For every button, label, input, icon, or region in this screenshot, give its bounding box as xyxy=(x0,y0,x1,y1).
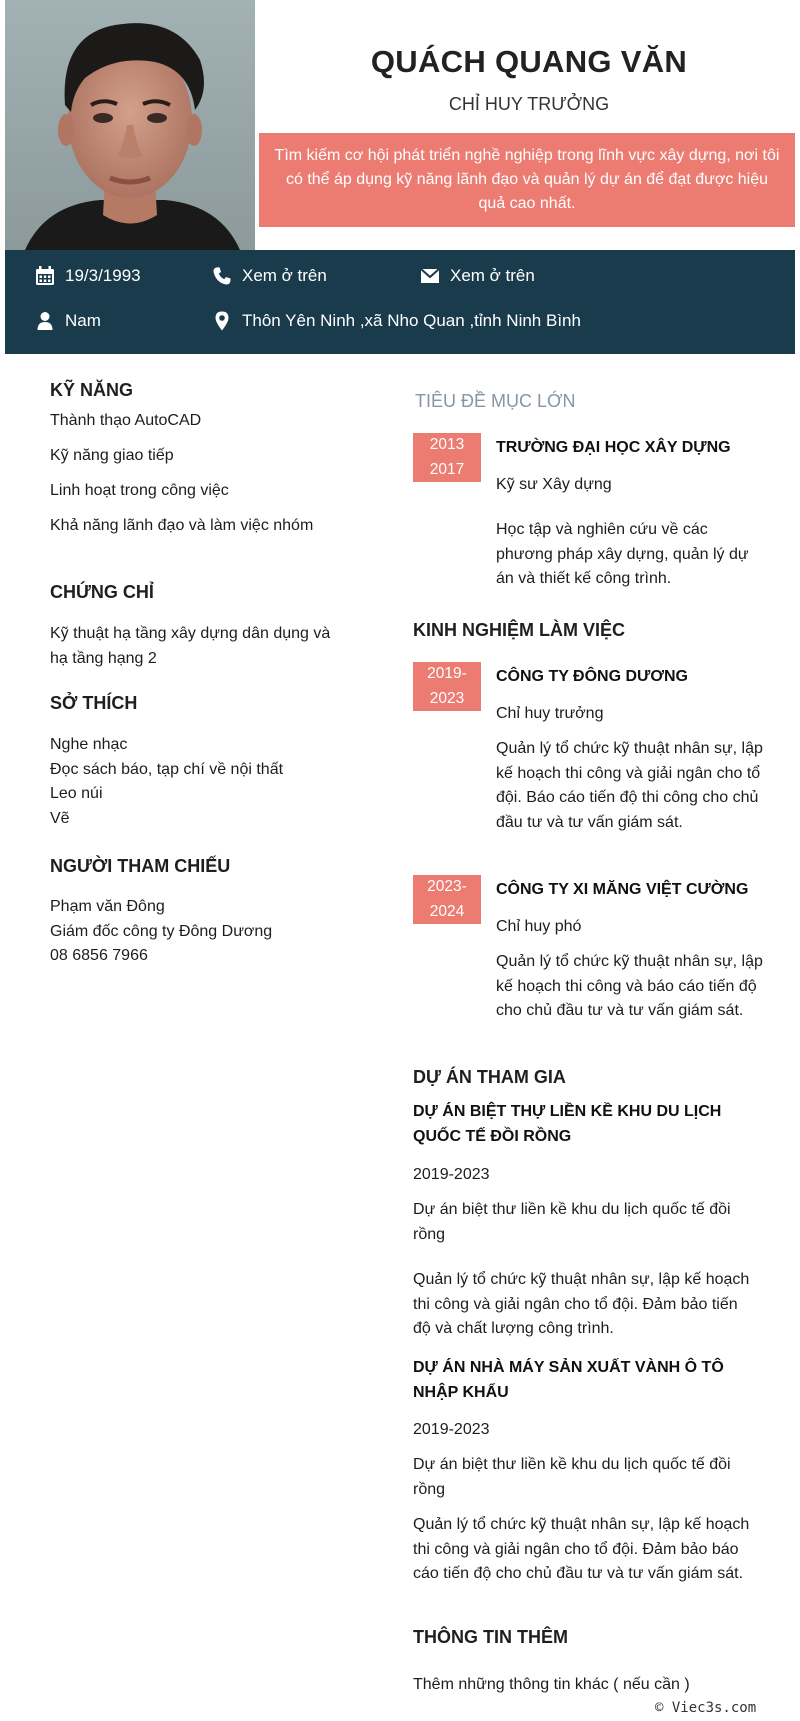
job-end: 2023 xyxy=(429,689,465,707)
skill-item: Thành thạo AutoCAD xyxy=(50,412,202,429)
birthday-value: 19/3/1993 xyxy=(65,266,141,285)
certificate-item: Kỹ thuật hạ tầng xây dựng dân dụng và hạ tầng hạng 2 xyxy=(50,625,331,667)
skill-item: Khả năng lãnh đạo và làm việc nhóm xyxy=(50,517,314,534)
job-company: CÔNG TY XI MĂNG VIỆT CƯỜNG xyxy=(496,881,749,898)
candidate-name: QUÁCH QUANG VĂN xyxy=(370,44,688,79)
person-icon xyxy=(35,311,55,331)
job-start: 2023- xyxy=(427,878,467,895)
reference-phone: 08 6856 7966 xyxy=(50,947,148,964)
education-school: TRƯỜNG ĐẠI HỌC XÂY DỰNG xyxy=(496,439,731,456)
experience-heading: KINH NGHIỆM LÀM VIỆC xyxy=(413,620,626,640)
project-period: 2019-2023 xyxy=(413,1421,490,1438)
skills-heading: KỸ NĂNG xyxy=(50,380,134,400)
hobbies-heading: SỞ THÍCH xyxy=(50,693,138,713)
job-company: CÔNG TY ĐÔNG DƯƠNG xyxy=(496,668,688,685)
job-description: Quản lý tổ chức kỹ thuật nhân sự, lập kế hoạch thi công và giải ngân cho tổ đội. Báo cáo tiến độ thi công cho chủ đầu tư và tư vấn giám sát. xyxy=(496,740,763,831)
project-summary: Dự án biệt thư liền kề khu du lịch quốc tế đồi rồng xyxy=(413,1456,731,1498)
additional-heading: THÔNG TIN THÊM xyxy=(413,1627,568,1647)
profile-photo xyxy=(5,0,255,250)
project-name: DỰ ÁN NHÀ MÁY SẢN XUẤT VÀNH Ô TÔ NHẬP KHẨU xyxy=(413,1359,724,1401)
project-description: Quản lý tổ chức kỹ thuật nhân sự, lập kế hoạch thi công và giải ngân cho tổ đội. Đảm bảo tiến độ và chất lượng công trình. xyxy=(413,1271,750,1337)
watermark: © Viec3s.com xyxy=(655,1700,757,1716)
project-description: Quản lý tổ chức kỹ thuật nhân sự, lập kế hoạch thi công và giải ngân cho tổ đội. Đảm bảo báo cáo tiến độ cho chủ đầu tư và tư vấn giám sát. xyxy=(413,1516,750,1582)
projects-heading: DỰ ÁN THAM GIA xyxy=(413,1067,566,1087)
job-date-badge xyxy=(413,875,481,924)
location-pin-icon xyxy=(212,311,232,331)
education-degree: Kỹ sư Xây dựng xyxy=(496,476,612,493)
skill-item: Kỹ năng giao tiếp xyxy=(50,447,174,464)
reference-name: Phạm văn Đông xyxy=(50,898,165,915)
project-summary: Dự án biệt thư liền kề khu du lịch quốc tế đồi rồng xyxy=(413,1201,731,1243)
education-heading: TIÊU ĐỀ MỤC LỚN xyxy=(415,391,576,411)
job-description: Quản lý tổ chức kỹ thuật nhân sự, lập kế hoạch thi công và báo cáo tiến độ cho chủ đầu tư và tư vấn giám sát. xyxy=(496,953,763,1019)
gender-value: Nam xyxy=(65,311,101,330)
job-start: 2019- xyxy=(427,665,467,682)
education-start: 2013 xyxy=(429,436,465,453)
project-period: 2019-2023 xyxy=(413,1166,490,1183)
education-description: Học tập và nghiên cứu về các phương pháp xây dựng, quản lý dự án và thiết kế công trình. xyxy=(496,521,749,587)
mail-icon xyxy=(420,266,440,286)
hobby-item: Đọc sách báo, tạp chí về nội thất xyxy=(50,761,284,778)
job-date-badge xyxy=(413,662,481,711)
education-date-badge xyxy=(413,433,481,482)
job-title: CHỈ HUY TRƯỞNG xyxy=(448,94,610,114)
career-objective: Tìm kiếm cơ hội phát triển nghề nghiệp trong lĩnh vực xây dựng, nơi tôi có thể áp dụng kỹ năng lãnh đạo và quản lý dự án để đạt được hiệu quả cao nhất. xyxy=(259,133,795,227)
job-role: Chỉ huy trưởng xyxy=(496,705,604,722)
calendar-icon xyxy=(35,266,55,286)
phone-icon xyxy=(212,266,232,286)
job-role: Chỉ huy phó xyxy=(496,918,582,935)
reference-position: Giám đốc công ty Đông Dương xyxy=(50,923,273,940)
hobby-item: Leo núi xyxy=(50,785,103,802)
certificates-heading: CHỨNG CHỈ xyxy=(50,582,154,602)
job-end: 2024 xyxy=(429,902,465,920)
email-value[interactable]: Xem ở trên xyxy=(450,266,535,285)
phone-value[interactable]: Xem ở trên xyxy=(242,266,327,285)
hobby-item: Nghe nhạc xyxy=(50,736,128,753)
education-end: 2017 xyxy=(429,460,465,478)
skill-item: Linh hoạt trong công việc xyxy=(50,482,229,499)
references-heading: NGƯỜI THAM CHIẾU xyxy=(50,856,231,876)
address-value: Thôn Yên Ninh ,xã Nho Quan ,tỉnh Ninh Bình xyxy=(242,311,581,330)
additional-text: Thêm những thông tin khác ( nếu cần ) xyxy=(413,1676,690,1693)
contact-bar xyxy=(5,250,795,354)
hobby-item: Vẽ xyxy=(50,810,70,827)
project-name: DỰ ÁN BIỆT THỰ LIỀN KỀ KHU DU LỊCH QUỐC TẾ ĐỒI RỒNG xyxy=(413,1103,722,1145)
